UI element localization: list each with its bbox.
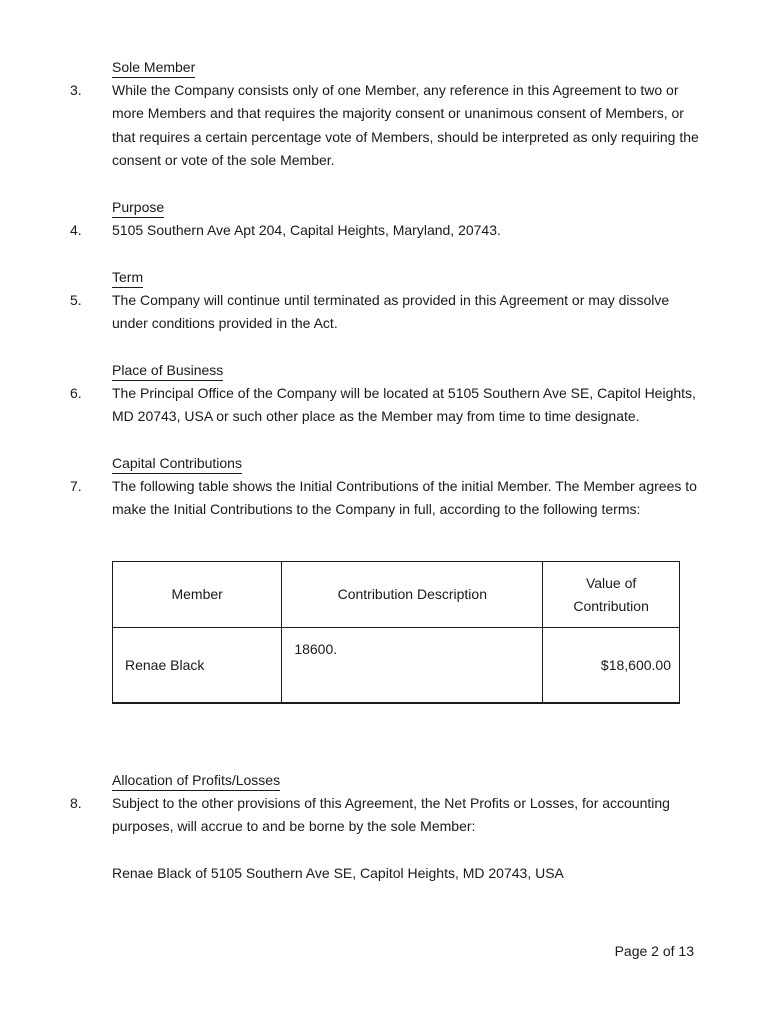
section-heading-place-of-business: Place of Business	[112, 361, 223, 381]
table-header-description: Contribution Description	[282, 562, 543, 628]
section-number: 8.	[70, 795, 82, 811]
section-heading-allocation: Allocation of Profits/Losses	[112, 771, 280, 791]
section-body-sole-member: While the Company consists only of one Member, any reference in this Agreement to two or more Members and that requires the majority consent or unanimous consent of Members, or that requires a certain percentage vote of Members, should be interpreted as only requiring the consent or vote of the sole Member.	[112, 82, 699, 168]
contribution-table	[112, 561, 680, 704]
section-number: 6.	[70, 385, 82, 401]
table-header-value-label: Value of Contribution	[573, 574, 649, 614]
section-heading-term: Term	[112, 268, 143, 288]
section-body-capital-contributions: The following table shows the Initial Contributions of the initial Member. The Member agrees to make the Initial Contributions to the Company in full, according to the following terms:	[112, 478, 697, 518]
section-heading-sole-member: Sole Member	[112, 58, 195, 78]
table-header-member: Member	[113, 562, 282, 628]
section-number: 3.	[70, 82, 82, 98]
section-body-purpose: 5105 Southern Ave Apt 204, Capital Heights, Maryland, 20743.	[112, 222, 501, 238]
table-cell-member: Renae Black	[113, 628, 282, 704]
section-body-term: The Company will continue until terminated as provided in this Agreement or may dissolve under conditions provided in the Act.	[112, 292, 670, 332]
section-number: 5.	[70, 292, 82, 308]
table-cell-description: 18600.	[282, 628, 543, 704]
section-number: 7.	[70, 478, 82, 494]
sole-member-line: Renae Black of 5105 Southern Ave SE, Capitol Heights, MD 20743, USA	[112, 865, 564, 881]
table-header-row	[113, 562, 680, 628]
section-body-place-of-business: The Principal Office of the Company will be located at 5105 Southern Ave SE, Capitol Heights, MD 20743, USA or such other place as the Member may from time to time designate.	[112, 385, 696, 425]
table-header-value	[543, 562, 680, 628]
section-number: 4.	[70, 222, 82, 238]
page-number: Page 2 of 13	[614, 943, 694, 959]
table-cell-value: $18,600.00	[543, 628, 680, 704]
section-heading-purpose: Purpose	[112, 198, 164, 218]
section-body-allocation: Subject to the other provisions of this Agreement, the Net Profits or Losses, for accounting purposes, will accrue to and be borne by the sole Member:	[112, 795, 670, 835]
table-row	[113, 628, 680, 704]
section-heading-capital-contributions: Capital Contributions	[112, 454, 242, 474]
